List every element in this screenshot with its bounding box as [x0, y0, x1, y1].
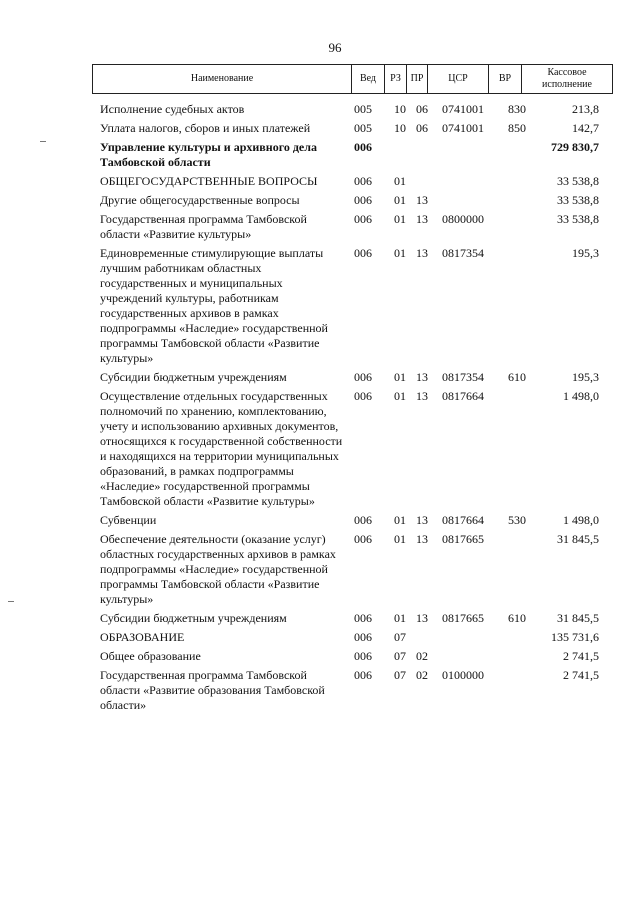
cell-vr	[500, 174, 536, 189]
table-row	[92, 370, 613, 385]
table-row	[92, 389, 613, 509]
cell-sum: 33 538,8	[557, 212, 599, 226]
margin-mark	[8, 601, 14, 602]
cell-sum: 1 498,0	[563, 513, 599, 527]
cell-name: Субсидии бюджетным учреждениям	[100, 611, 287, 625]
cell-csr	[438, 140, 500, 170]
cell-rz: 01	[394, 212, 406, 226]
header-csr: ЦСР	[428, 65, 489, 93]
cell-ved: 006	[354, 668, 372, 682]
header-vr: ВР	[489, 65, 522, 93]
cell-csr: 0817665	[442, 611, 484, 625]
cell-sum: 135 731,6	[551, 630, 599, 644]
cell-sum: 2 741,5	[563, 668, 599, 682]
cell-csr	[438, 193, 500, 208]
cell-csr: 0817664	[442, 513, 484, 527]
cell-csr	[438, 174, 500, 189]
header-sum: Кассовое исполнение	[542, 67, 592, 90]
header-pr: ПР	[407, 65, 428, 93]
cell-rz: 01	[394, 611, 406, 625]
cell-csr: 0817664	[442, 389, 484, 403]
cell-ved: 006	[354, 212, 372, 226]
cell-name: Единовременные стимулирующие выплаты лучшим работникам областных государственных и муниципальных учреждений культуры, работникам государственных архивов в рамках подпрограммы «Наследие» государственной программы Тамбовской области «Развитие культуры»	[100, 246, 328, 365]
cell-name: Обеспечение деятельности (оказание услуг) областных государственных архивов в рамках подпрограммы «Наследие» государственной программы Тамбовской области «Развитие культуры»	[100, 532, 336, 606]
cell-name: Субвенции	[100, 513, 157, 527]
cell-name: Государственная программа Тамбовской области «Развитие образования Тамбовской области»	[100, 668, 325, 712]
cell-sum: 33 538,8	[557, 174, 599, 188]
cell-csr: 0741001	[442, 121, 484, 135]
cell-rz: 10	[394, 102, 406, 116]
cell-ved: 006	[354, 174, 372, 188]
cell-ved: 006	[354, 140, 372, 154]
cell-name: ОБЩЕГОСУДАРСТВЕННЫЕ ВОПРОСЫ	[100, 174, 318, 188]
table-row	[92, 611, 613, 626]
cell-ved: 005	[354, 121, 372, 135]
cell-rz: 07	[394, 668, 406, 682]
cell-sum: 142,7	[572, 121, 599, 135]
cell-name: Исполнение судебных актов	[100, 102, 245, 116]
table-row	[92, 174, 613, 189]
cell-csr: 0100000	[442, 668, 484, 682]
cell-vr	[500, 246, 536, 366]
cell-csr: 0817665	[442, 532, 484, 546]
cell-csr: 0817354	[442, 246, 484, 260]
cell-csr	[438, 630, 500, 645]
cell-pr: 13	[416, 611, 428, 625]
cell-name: Осуществление отдельных государственных полномочий по хранению, комплектованию, учету и использованию архивных документов, относящихся к государственной собственности и находящихся на территории муниципальных образований, в рамках подпрограммы «Наследие» государственной программы Тамбовской области «Развитие культуры»	[100, 389, 343, 508]
cell-sum: 2 741,5	[563, 649, 599, 663]
table-row	[92, 246, 613, 366]
table-row	[92, 532, 613, 607]
cell-rz: 01	[394, 193, 406, 207]
cell-csr: 0817354	[442, 370, 484, 384]
cell-rz: 01	[394, 389, 406, 403]
header-ved: Вед	[352, 65, 385, 93]
cell-pr	[416, 174, 438, 189]
cell-pr: 13	[416, 513, 428, 527]
cell-vr: 850	[508, 121, 526, 135]
cell-name: Общее образование	[100, 649, 201, 663]
cell-rz: 01	[394, 370, 406, 384]
cell-name: Субсидии бюджетным учреждениям	[100, 370, 287, 384]
table-row	[92, 513, 613, 528]
table-body	[92, 102, 613, 717]
page-number: 96	[328, 40, 342, 55]
cell-csr: 0800000	[442, 212, 484, 226]
cell-vr: 830	[508, 102, 526, 116]
cell-name: ОБРАЗОВАНИЕ	[100, 630, 185, 644]
cell-vr: 530	[508, 513, 526, 527]
cell-sum: 31 845,5	[557, 611, 599, 625]
cell-name: Уплата налогов, сборов и иных платежей	[100, 121, 311, 135]
header-rz: РЗ	[385, 65, 407, 93]
table-row	[92, 649, 613, 664]
cell-vr	[500, 668, 536, 713]
cell-sum: 729 830,7	[551, 140, 599, 154]
cell-rz: 01	[394, 246, 406, 260]
cell-name: Управление культуры и архивного дела Тамбовской области	[100, 140, 317, 169]
cell-ved: 006	[354, 611, 372, 625]
cell-pr	[416, 140, 438, 170]
cell-sum: 213,8	[572, 102, 599, 116]
cell-rz: 01	[394, 532, 406, 546]
cell-pr: 13	[416, 246, 428, 260]
cell-sum: 31 845,5	[557, 532, 599, 546]
cell-ved: 005	[354, 102, 372, 116]
cell-rz: 07	[394, 630, 406, 644]
cell-vr	[500, 649, 536, 664]
table-row	[92, 668, 613, 713]
cell-vr: 610	[508, 370, 526, 384]
cell-pr: 13	[416, 389, 428, 403]
cell-sum: 195,3	[572, 370, 599, 384]
cell-ved: 006	[354, 389, 372, 403]
table-row	[92, 140, 613, 170]
cell-ved: 006	[354, 513, 372, 527]
cell-vr: 610	[508, 611, 526, 625]
cell-rz	[386, 140, 416, 170]
cell-name: Другие общегосударственные вопросы	[100, 193, 300, 207]
cell-csr	[438, 649, 500, 664]
cell-pr: 06	[416, 102, 428, 116]
cell-pr: 13	[416, 370, 428, 384]
cell-pr: 02	[416, 668, 428, 682]
cell-ved: 006	[354, 630, 372, 644]
table-row	[92, 102, 613, 117]
cell-name: Государственная программа Тамбовской области «Развитие культуры»	[100, 212, 307, 241]
table-header	[92, 64, 613, 94]
cell-csr: 0741001	[442, 102, 484, 116]
cell-ved: 006	[354, 370, 372, 384]
cell-pr: 06	[416, 121, 428, 135]
cell-pr: 13	[416, 193, 428, 207]
table-row	[92, 193, 613, 208]
margin-mark	[40, 141, 46, 142]
cell-vr	[500, 140, 536, 170]
header-name: Наименование	[93, 65, 352, 93]
cell-pr: 02	[416, 649, 428, 663]
cell-ved: 006	[354, 649, 372, 663]
table-row	[92, 212, 613, 242]
cell-vr	[500, 532, 536, 607]
cell-pr	[416, 630, 438, 645]
cell-vr	[500, 212, 536, 242]
cell-ved: 006	[354, 532, 372, 546]
cell-vr	[500, 389, 536, 509]
cell-pr: 13	[416, 532, 428, 546]
cell-sum: 33 538,8	[557, 193, 599, 207]
cell-vr	[500, 193, 536, 208]
cell-sum: 1 498,0	[563, 389, 599, 403]
cell-pr: 13	[416, 212, 428, 226]
table-row	[92, 121, 613, 136]
cell-rz: 10	[394, 121, 406, 135]
cell-rz: 01	[394, 174, 406, 188]
cell-vr	[500, 630, 536, 645]
cell-rz: 07	[394, 649, 406, 663]
cell-ved: 006	[354, 193, 372, 207]
cell-ved: 006	[354, 246, 372, 260]
cell-sum: 195,3	[572, 246, 599, 260]
table-row	[92, 630, 613, 645]
cell-rz: 01	[394, 513, 406, 527]
